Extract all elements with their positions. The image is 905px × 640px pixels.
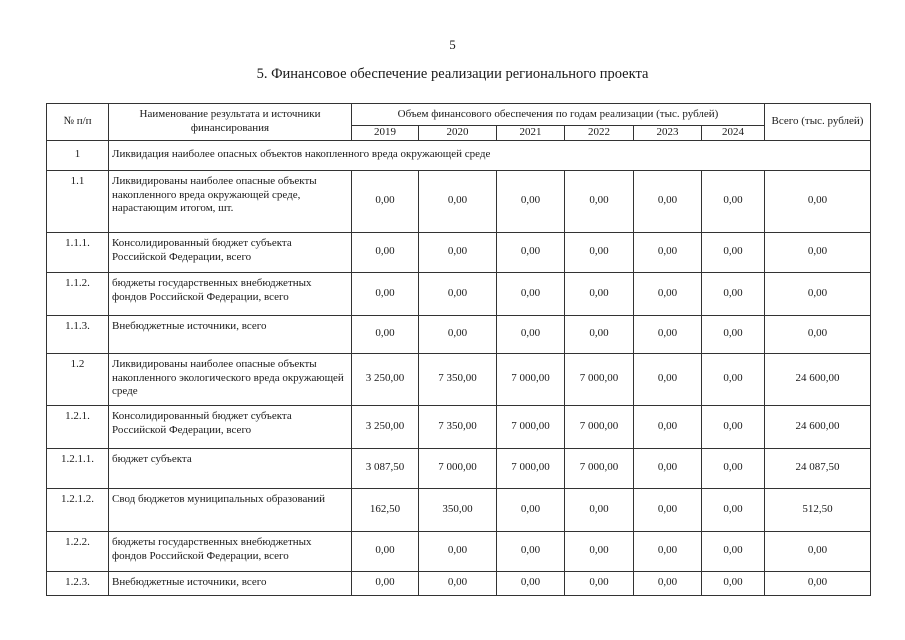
cell-2021: 0,00	[497, 232, 565, 272]
header-year: 2023	[634, 126, 702, 141]
cell-2024: 0,00	[702, 571, 765, 595]
row-number: 1.2.2.	[47, 531, 109, 571]
cell-2023: 0,00	[634, 170, 702, 232]
row-name: Ликвидированы наиболее опасные объекты накопленного экологического вреда окружающей среде	[109, 353, 352, 405]
cell-2020: 0,00	[419, 531, 497, 571]
table-row	[47, 170, 871, 232]
cell-2024: 0,00	[702, 272, 765, 315]
cell-2023: 0,00	[634, 405, 702, 448]
cell-2024: 0,00	[702, 232, 765, 272]
row-name: Внебюджетные источники, всего	[109, 315, 352, 353]
header-year: 2021	[497, 126, 565, 141]
header-year: 2019	[352, 126, 419, 141]
row-name: Свод бюджетов муниципальных образований	[109, 488, 352, 531]
cell-2022: 0,00	[565, 571, 634, 595]
cell-2021: 7 000,00	[497, 448, 565, 488]
cell-total: 24 600,00	[765, 353, 871, 405]
table-row	[47, 232, 871, 272]
cell-2024: 0,00	[702, 488, 765, 531]
cell-2022: 0,00	[565, 488, 634, 531]
section-no: 1	[47, 140, 109, 170]
row-name: бюджеты государственных внебюджетных фондов Российской Федерации, всего	[109, 272, 352, 315]
row-number: 1.1.2.	[47, 272, 109, 315]
cell-2021: 7 000,00	[497, 405, 565, 448]
page-title: 5. Финансовое обеспечение реализации регионального проекта	[256, 66, 649, 82]
cell-2021: 7 000,00	[497, 353, 565, 405]
cell-2020: 7 350,00	[419, 405, 497, 448]
cell-total: 0,00	[765, 571, 871, 595]
page-number: 5	[449, 37, 456, 52]
row-name: Консолидированный бюджет субъекта Российской Федерации, всего	[109, 405, 352, 448]
row-name: бюджет субъекта	[109, 448, 352, 488]
cell-2019: 0,00	[352, 232, 419, 272]
row-name: Консолидированный бюджет субъекта Российской Федерации, всего	[109, 232, 352, 272]
table-row	[47, 448, 871, 488]
cell-total: 0,00	[765, 531, 871, 571]
cell-2021: 0,00	[497, 488, 565, 531]
cell-2023: 0,00	[634, 531, 702, 571]
cell-2020: 0,00	[419, 571, 497, 595]
cell-2020: 350,00	[419, 488, 497, 531]
cell-2020: 7 350,00	[419, 353, 497, 405]
table-row	[47, 315, 871, 353]
cell-total: 512,50	[765, 488, 871, 531]
row-number: 1.2.1.	[47, 405, 109, 448]
row-number: 1.1.3.	[47, 315, 109, 353]
cell-2024: 0,00	[702, 315, 765, 353]
cell-2022: 7 000,00	[565, 353, 634, 405]
cell-2023: 0,00	[634, 272, 702, 315]
header-total: Всего (тыс. рублей)	[765, 104, 871, 141]
row-number: 1.2	[47, 353, 109, 405]
cell-2023: 0,00	[634, 315, 702, 353]
cell-2019: 3 250,00	[352, 405, 419, 448]
section-row	[47, 140, 871, 170]
cell-2023: 0,00	[634, 488, 702, 531]
cell-2022: 0,00	[565, 531, 634, 571]
cell-2019: 0,00	[352, 315, 419, 353]
cell-2021: 0,00	[497, 571, 565, 595]
financing-table	[46, 103, 871, 596]
cell-2024: 0,00	[702, 405, 765, 448]
cell-2023: 0,00	[634, 232, 702, 272]
cell-total: 0,00	[765, 272, 871, 315]
cell-2023: 0,00	[634, 448, 702, 488]
cell-2020: 0,00	[419, 170, 497, 232]
cell-2019: 0,00	[352, 531, 419, 571]
cell-2022: 7 000,00	[565, 405, 634, 448]
cell-2019: 0,00	[352, 170, 419, 232]
cell-2024: 0,00	[702, 170, 765, 232]
cell-total: 0,00	[765, 232, 871, 272]
table-row	[47, 272, 871, 315]
row-number: 1.2.1.2.	[47, 488, 109, 531]
cell-2021: 0,00	[497, 531, 565, 571]
row-number: 1.1	[47, 170, 109, 232]
row-number: 1.2.3.	[47, 571, 109, 595]
cell-2019: 162,50	[352, 488, 419, 531]
cell-total: 0,00	[765, 170, 871, 232]
cell-2023: 0,00	[634, 353, 702, 405]
cell-total: 24 600,00	[765, 405, 871, 448]
cell-2020: 0,00	[419, 315, 497, 353]
cell-2022: 0,00	[565, 232, 634, 272]
row-number: 1.2.1.1.	[47, 448, 109, 488]
table-row	[47, 405, 871, 448]
header-year: 2022	[565, 126, 634, 141]
cell-2020: 0,00	[419, 232, 497, 272]
cell-2022: 7 000,00	[565, 448, 634, 488]
cell-2021: 0,00	[497, 272, 565, 315]
cell-2020: 0,00	[419, 272, 497, 315]
table-row	[47, 531, 871, 571]
header-name: Наименование результата и источники финансирования	[109, 104, 352, 141]
header-volume: Объем финансового обеспечения по годам реализации (тыс. рублей)	[352, 104, 765, 126]
section-label: Ликвидация наиболее опасных объектов накопленного вреда окружающей среде	[109, 140, 871, 170]
row-number: 1.1.1.	[47, 232, 109, 272]
cell-total: 0,00	[765, 315, 871, 353]
table-row	[47, 488, 871, 531]
row-name: бюджеты государственных внебюджетных фондов Российской Федерации, всего	[109, 531, 352, 571]
row-name: Внебюджетные источники, всего	[109, 571, 352, 595]
cell-2019: 0,00	[352, 272, 419, 315]
cell-2019: 3 087,50	[352, 448, 419, 488]
table-row	[47, 353, 871, 405]
cell-2022: 0,00	[565, 272, 634, 315]
header-year: 2020	[419, 126, 497, 141]
cell-2019: 3 250,00	[352, 353, 419, 405]
cell-2021: 0,00	[497, 170, 565, 232]
header-year: 2024	[702, 126, 765, 141]
cell-2023: 0,00	[634, 571, 702, 595]
cell-2024: 0,00	[702, 448, 765, 488]
cell-2024: 0,00	[702, 353, 765, 405]
table-row	[47, 571, 871, 595]
cell-2022: 0,00	[565, 315, 634, 353]
cell-2019: 0,00	[352, 571, 419, 595]
cell-2020: 7 000,00	[419, 448, 497, 488]
row-name: Ликвидированы наиболее опасные объекты накопленного вреда окружающей среде, нарастающим итогом, шт.	[109, 170, 352, 232]
cell-2022: 0,00	[565, 170, 634, 232]
cell-2021: 0,00	[497, 315, 565, 353]
cell-total: 24 087,50	[765, 448, 871, 488]
header-no: № п/п	[47, 104, 109, 141]
cell-2024: 0,00	[702, 531, 765, 571]
